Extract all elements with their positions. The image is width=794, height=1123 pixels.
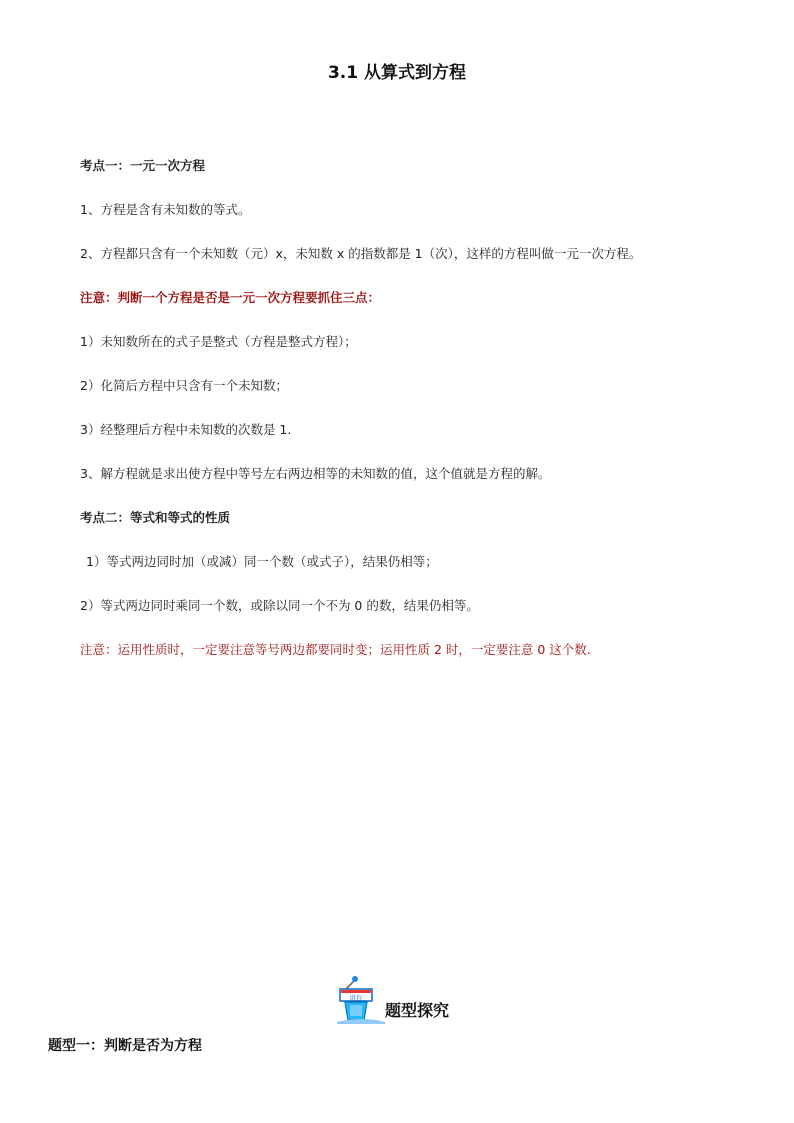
banner-label: 题型探究 xyxy=(385,1001,450,1020)
point1-sub3: 3）经整理后方程中未知数的次数是 1. xyxy=(80,422,292,437)
question-types-banner xyxy=(336,975,466,1025)
point1-heading: 考点一：一元一次方程 xyxy=(80,158,206,173)
point1-note-heading: 注意：判断一个方程是否是一元一次方程要抓住三点： xyxy=(80,290,381,305)
point2-sub1: 1）等式两边同时加（或减）同一个数（或式子），结果仍相等； xyxy=(86,554,438,569)
section-title: 题型一：判断是否为方程 xyxy=(48,1038,202,1054)
point1-item1: 1、方程是含有未知数的等式。 xyxy=(80,202,251,217)
point1-sub2: 2）化简后方程中只含有一个未知数； xyxy=(80,378,288,393)
podium-icon xyxy=(336,975,386,1025)
point1-sub1: 1）未知数所在的式子是整式（方程是整式方程）； xyxy=(80,334,357,349)
point1-item3: 3、解方程就是求出使方程中等号左右两边相等的未知数的值，这个值就是方程的解。 xyxy=(80,466,551,481)
point2-heading: 考点二：等式和等式的性质 xyxy=(80,510,231,525)
podium-text: 讲台 xyxy=(349,994,363,1002)
page-title: 3.1 从算式到方程 xyxy=(327,63,467,83)
point2-note: 注意：运用性质时，一定要注意等号两边都要同时变；运用性质 2 时，一定要注意 0 这个数. xyxy=(80,642,591,657)
point1-item2: 2、方程都只含有一个未知数（元）x，未知数 x 的指数都是 1（次），这样的方程叫做一元一次方程。 xyxy=(80,246,642,261)
point2-sub2: 2）等式两边同时乘同一个数，或除以同一个不为 0 的数，结果仍相等。 xyxy=(80,598,479,613)
